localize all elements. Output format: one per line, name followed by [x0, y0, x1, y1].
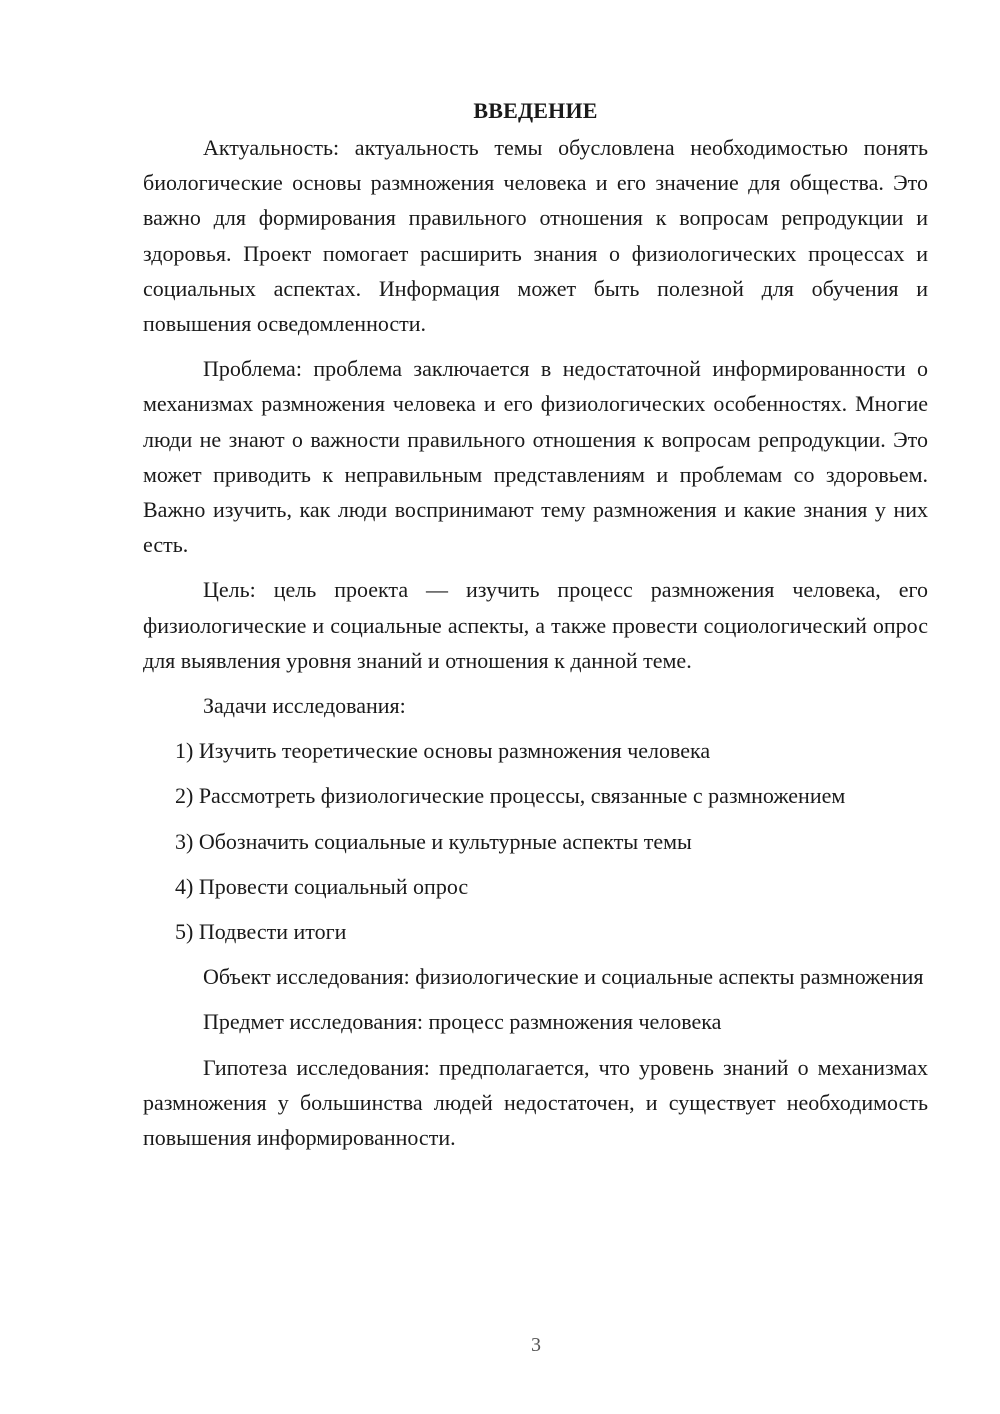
list-item: 3) Обозначить социальные и культурные аспекты темы — [175, 828, 692, 854]
document-page — [143, 96, 928, 1165]
relevance-paragraph: Актуальность: актуальность темы обусловлена необходимостью понять биологические основы размножения человека и его значение для общества. Это важно для формирования правильного отношения к вопросам репродукции и здоровья. Проект помогает расширить знания о физиологических процессах и социальных аспектах. Информация может быть полезной для обучения и повышения осведомленности. — [143, 135, 928, 337]
list-item: 2) Рассмотреть физиологические процессы, связанные с размножением — [175, 783, 846, 809]
goal-paragraph: Цель: цель проекта — изучить процесс размножения человека, его физиологические и социальные аспекты, а также провести социологический опрос для выявления уровня знаний и отношения к данной теме. — [143, 577, 928, 673]
page-number: 3 — [531, 1334, 541, 1356]
subject-paragraph: Предмет исследования: процесс размножения человека — [203, 1009, 722, 1035]
tasks-list — [143, 733, 928, 949]
page-title: ВВЕДЕНИЕ — [473, 98, 598, 123]
tasks-heading: Задачи исследования: — [203, 693, 406, 719]
object-paragraph: Объект исследования: физиологические и социальные аспекты размножения — [203, 964, 924, 990]
list-item: 5) Подвести итоги — [175, 919, 347, 945]
list-item: 4) Провести социальный опрос — [175, 873, 469, 899]
list-item: 1) Изучить теоретические основы размножения человека — [175, 738, 711, 764]
hypothesis-paragraph: Гипотеза исследования: предполагается, что уровень знаний о механизмах размножения у большинства людей недостаточен, и существует необходимость повышения информированности. — [143, 1054, 928, 1151]
problem-paragraph: Проблема: проблема заключается в недостаточной информированности о механизмах размножения человека и его физиологических особенностях. Многие люди не знают о важности правильного отношения к вопросам репродукции. Это может приводить к неправильным представлениям и проблемам со здоровьем. Важно изучить, как люди воспринимают тему размножения и какие знания у них есть. — [143, 356, 928, 558]
